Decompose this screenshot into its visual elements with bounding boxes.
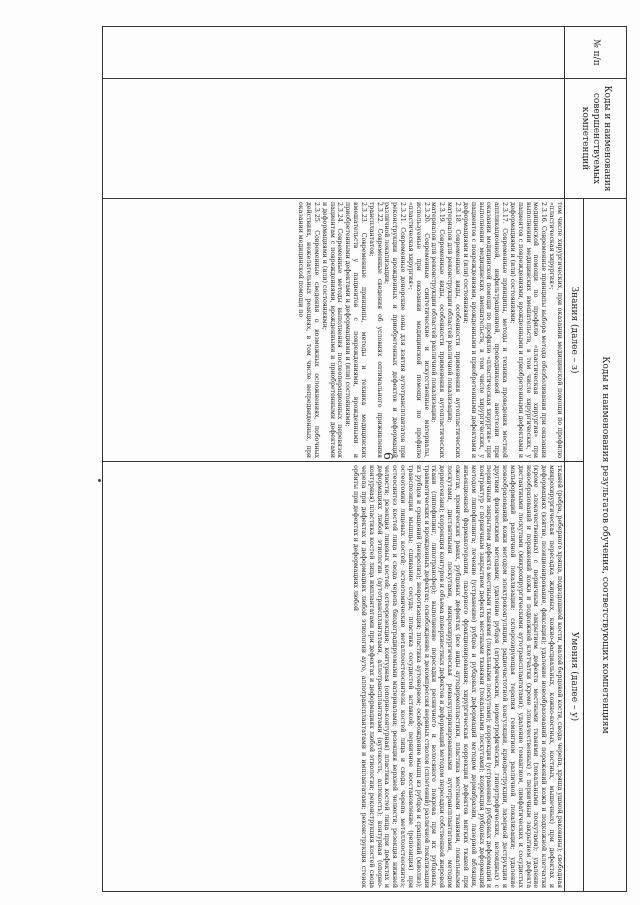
competency-table [102,26,627,892]
cell-knowledge [103,199,565,462]
knowledge-item: 2.3.17. Современные принципы, методы и техника проведения местной аппликационной, инфильтрационной, проводниковой анестезии при оказании медицинской помощи по профилю «пластическая хирургия» при выполнении медицинских вмешательств, в том числе хирургических, у пациентов с повреждениями, врожденными и приобретенными дефектами и деформациями и (или) состояниями; [461,202,509,458]
skills-item: тканей (ребра, реберного хряща, подвздошной кости, малой берцовой кости, свода черепа, хряща ушной раковины); свободная микрохирургическая пересадка жировых, кожно-фасциальных, кожно-костных, костных, мышечных) при дефектах и деформациях (взятие, позиционирование, фиксация); удаление новообразований и поражений кожи и подкожной клетчатки (кроме злокачественных) с первичным закрытием дефекта местными тканями (локальными лоскутами); удаление новообразований и поражений кожи и подкожной клетчатки (кроме злокачественных) с первичным закрытием дефекта дистантными лоскутами (микрохирургическими аутотрансплантатами); удаление гемангиом, лимфатических и сосудистых мальформаций различной локализации; склерозирующая терапия гемангиом различной локализации; удаление новообразований кожи методом электрокоагуляции, радиочастотной коагуляции, криодеструкции, лазерной деструкции и другими физическими методами; удаление рубцов (атрофических, нормотрофических, гипертрофических, келоидных) с первичным закрытием дефекта местными тканями (локальными лоскутами); коррекция (устранение) рубцовых деформаций и контрактур с первичным закрытием дефекта местными тканями (локальными лоскутами); коррекция рубцовых деформаций методом липофилинга; лечение (устранение) рубцов и рубцовых деформаций методом дермабразии, лазерной абляции, инъекционной фармакотерапии, лазерного фракционирования; хирургическая коррекция дефектов мягких тканей при ожогах, хронических ранах, рубцовых дефектах (все виды аутодермопластики, пластика местными тканями, локальными лоскутами, дистантными лоскутами, микрохирургическая реваскуляризированными аутотрансплантатами, методом дермотензии); коррекция контуров и объема поверхностных дефектов и деформаций методом пересадки собственной жировой ткани (липофилинг, липотрансфер); выполнение пересадки ресничного и волосяного покрова при их рубцовых, травматических и врожденных дефектах; освобождение и декомпрессия нервных стволов (сплетений) различной локализации из рубцов и сращений (невролиз); невротизация; пластика аутонервом; освобождение мышц из рубцов и сращений (миолиз); транспозиция мышцы; сшивание сосуда; пластика сосудистой вставкой; первичное восстановление (репозиция) при остеотомии лицевых костей; остеотомические металлоостеосинтезы костей лица и свода черепа металлоостеосинтез; остеосинтез костей лица и свода черепа биодеградируемыми материалами; резекция верхней челюсти; резекция нижней челюсти; резекция лицевых костей; остеорезекция; контурная (опорно-контурная) пластика костей лица при дефектах и деформациях любой этиологии (аутотрансплантатами, аллотрансплантатами (аутокость, аллокость); контурная (опорно-контурная) пластика костей лица имплантатами при дефектах и деформациях любой этиологии; реконструкция костей свода черепа при дефектах и деформациях любой этиологии ауто, аллотрансплантатами и имплантатами; реконструкция стенок орбиты при дефектах и деформациях любой [352,465,563,888]
header-skills: Умения (далее – у) [565,462,584,892]
header-number: № п/п [565,27,627,79]
header-row [584,27,627,892]
header-learning-results: Коды и наименования результатов обучения, соответствующих компетенциям [584,199,627,892]
table-row [103,27,565,892]
cell-number [103,27,565,79]
knowledge-item: 2.3.25. Современные сведения о возможных осложнениях, побочных действиях, нежелательных реакциях, в том числе непредвиденных, при оказании медицинской помощи по [297,202,320,458]
knowledge-item: 2.3.19. Современные виды, особенности применения аутопластических материалов для реконструкции областей различной локализации; [430,202,446,458]
header-competency-codes: Коды и наименования совершенствуемых компетенций [565,79,627,199]
header-knowledge: Знания (далее – з) [565,199,584,462]
scan-dot [98,479,101,482]
knowledge-item: 2.3.20. Современные синтетические и искусственные материалы, используемые при оказании медицинской помощи по профилю «пластическая хирургия»; [406,202,430,458]
knowledge-item: 2.3.21. Современные донорские зоны для взятия аутотрансплантатов при реконструкции врожденных и приобретенных дефектов и деформаций различной локализации; [383,202,407,458]
knowledge-item: 2.3.16. Современные принципы выбора метода обезболивания при оказании медицинской помощи по профилю «пластическая хирургия» при выполнении медицинских вмешательств, в том числе хирургических, у пациентов с повреждениями, врожденными и приобретенными дефектами и деформациями и (или) состояниями; [508,202,548,458]
cell-competency [103,79,565,199]
knowledge-item: 2.3.24. Современные методы выполнения послеоперационных перевязок пациентам с повреждениями, врожденными и приобретенными дефектами и деформациями и (или) состояниями; [320,202,344,458]
rotated-table-sheet [102,26,627,891]
knowledge-item: 2.3.23. Современные принципы, методы и техника медицинских вмешательств у пациентов с повреждениями, врожденными и приобретенными дефектами и деформациями и (или) состояниями; [344,202,367,458]
knowledge-item: том числе хирургических, при оказании медицинской помощи по профилю «пластическая хирургия»; [548,202,563,458]
cell-skills [103,462,565,892]
page-number: 6 [381,452,395,460]
knowledge-item: 2.3.18. Современные виды, особенности применения аутопластических материалов для реконструкции областей различной локализации; [446,202,462,458]
knowledge-item: 2.3.22. Современные сведения об условиях оптимального приживления трансплантатов; [367,202,383,458]
